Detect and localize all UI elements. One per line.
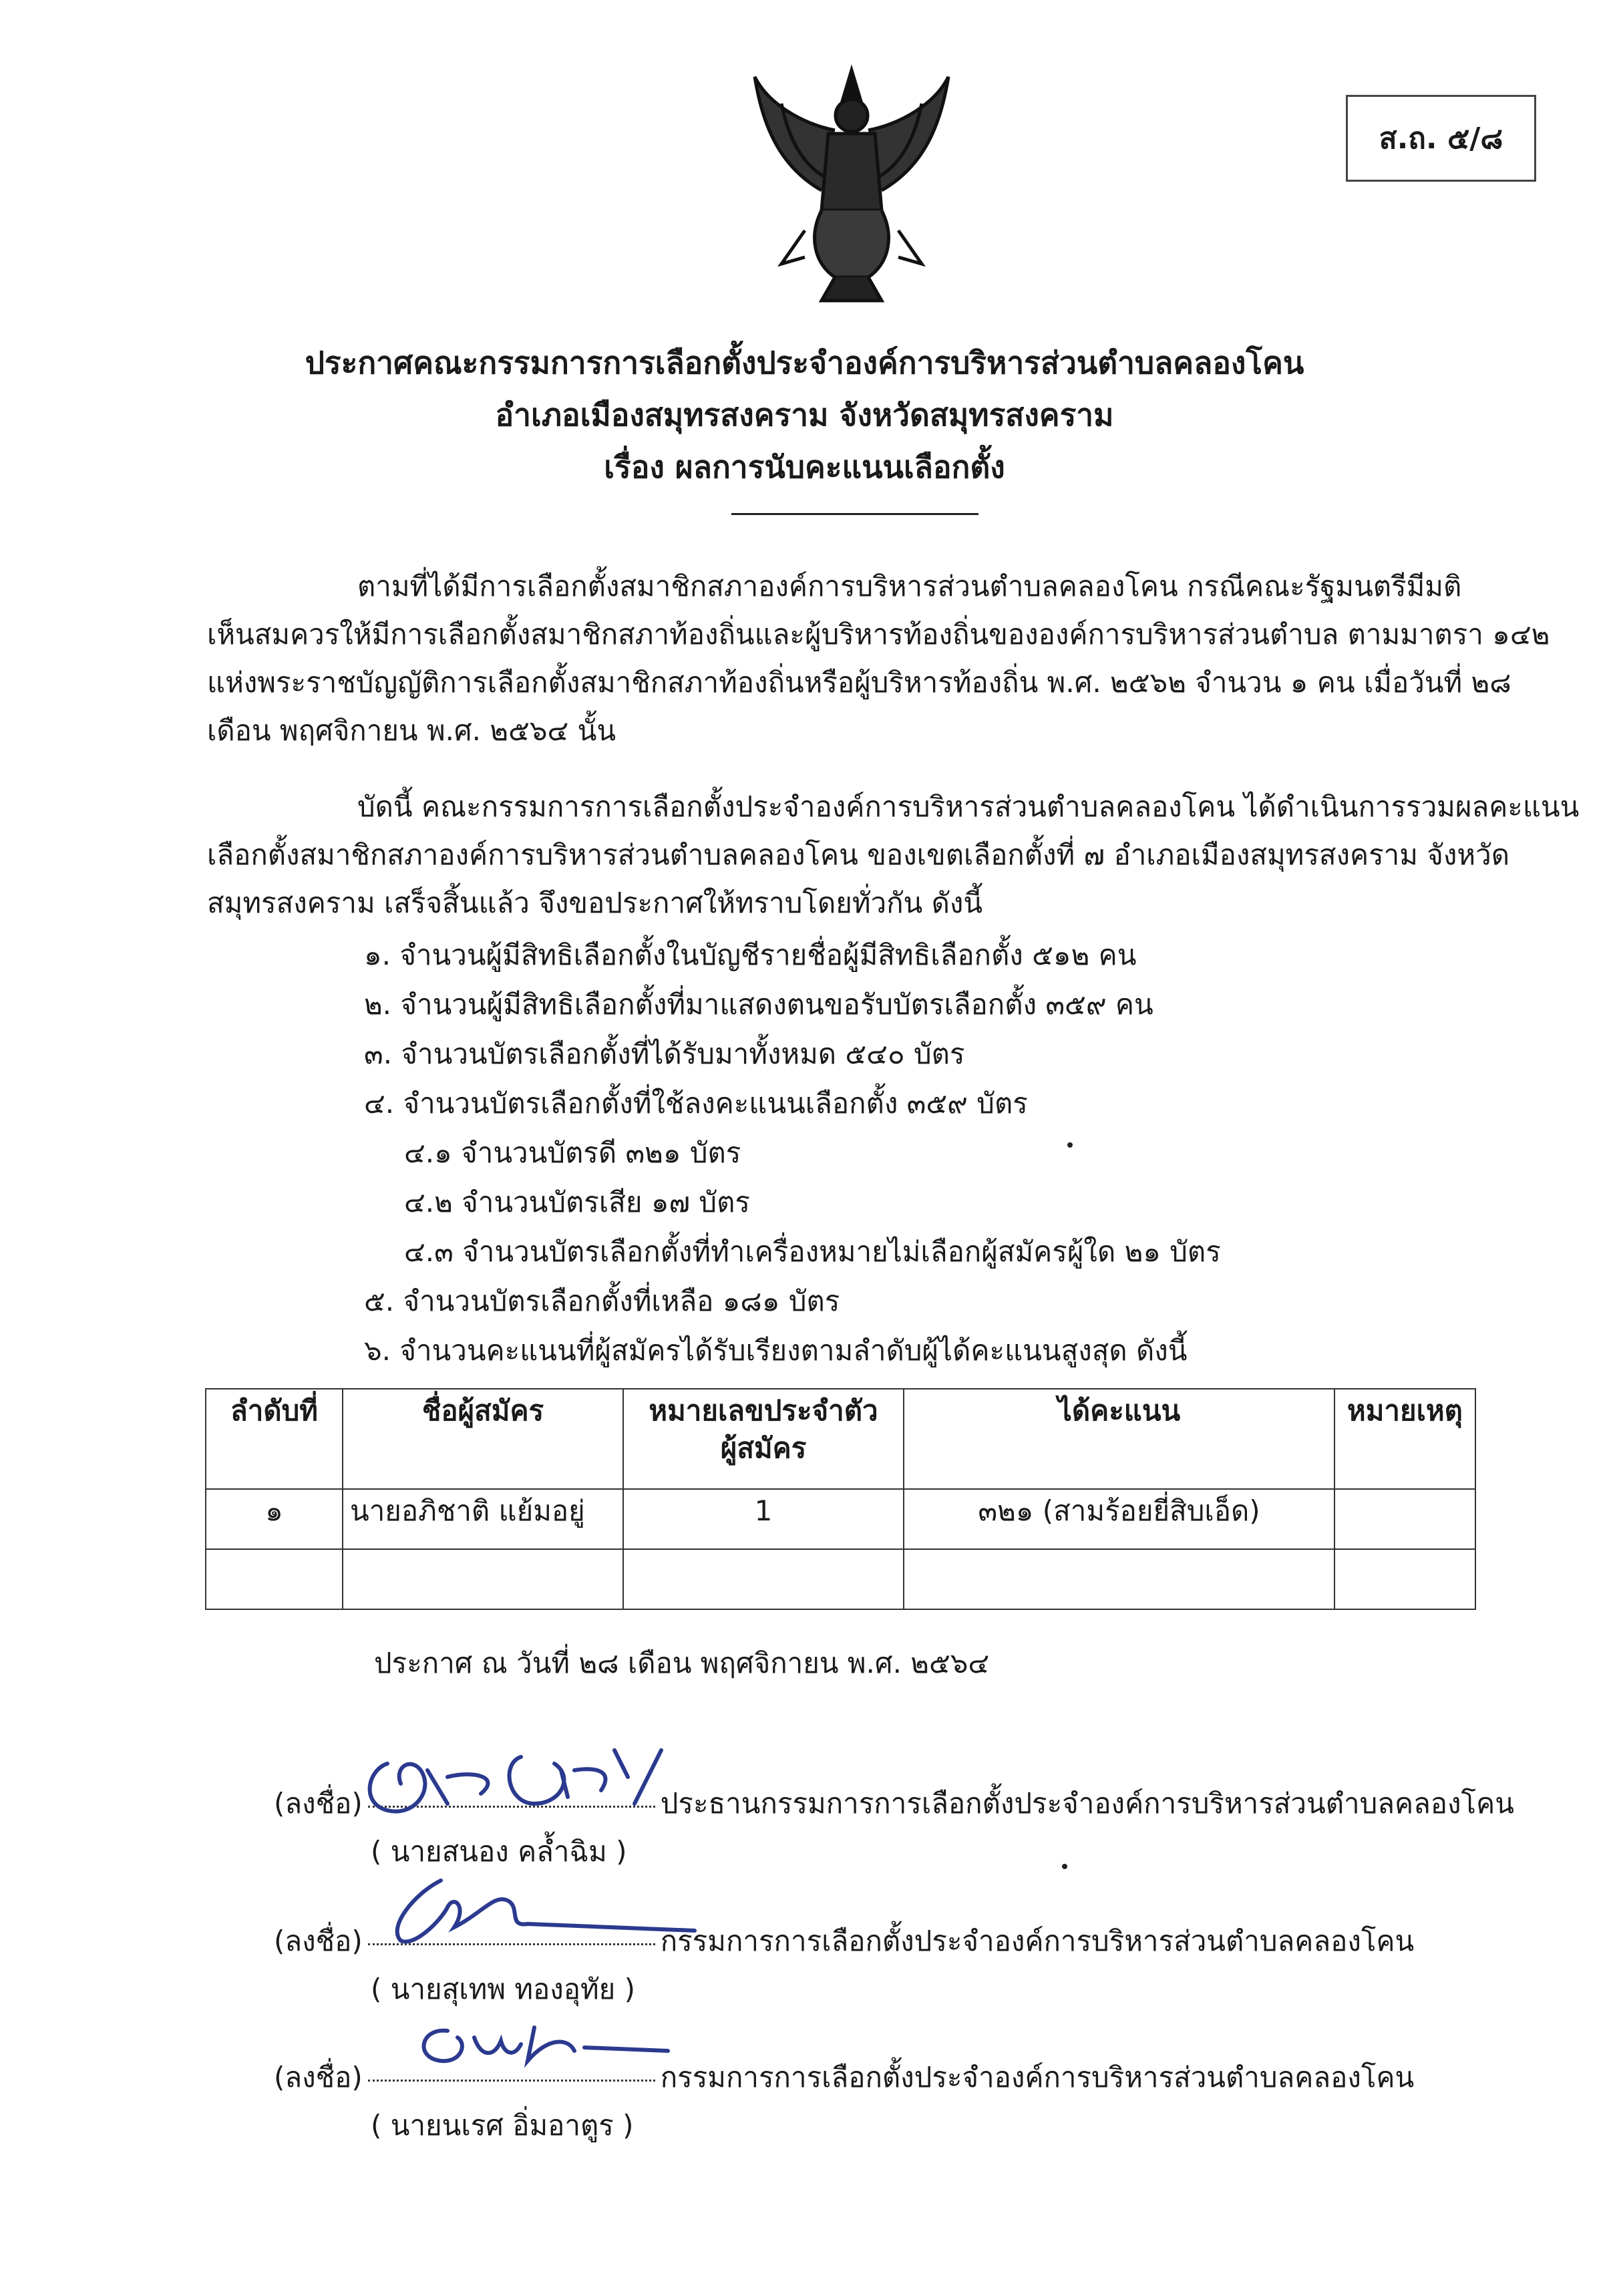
list-item: ๑. จำนวนผู้มีสิทธิเลือกตั้งในบัญชีรายชื่อผู้มีสิทธิเลือกตั้ง ๕๑๒ คน [364, 939, 1137, 971]
paragraph1-line: เดือน พฤศจิกายน พ.ศ. ๒๕๖๔ นั้น [207, 714, 616, 747]
list-item: ๖. จำนวนคะแนนที่ผู้สมัครได้รับเรียงตามลำดับผู้ได้คะแนนสูงสุด ดังนี้ [364, 1334, 1188, 1367]
paragraph1-line: แห่งพระราชบัญญัติการเลือกตั้งสมาชิกสภาท้องถิ่นหรือผู้บริหารท้องถิ่น พ.ศ. ๒๕๖๒ จำนวน ๑ คน เมื่อวันที่ ๒๘ [207, 666, 1511, 699]
signature-3-icon [401, 2011, 681, 2084]
list-subitem: ๔.๓ จำนวนบัตรเลือกตั้งที่ทำเครื่องหมายไม่เลือกผู้สมัครผู้ใด ๒๑ บัตร [404, 1235, 1221, 1268]
cell-candidate-number [623, 1549, 904, 1609]
list-item: ๕. จำนวนบัตรเลือกตั้งที่เหลือ ๑๘๑ บัตร [364, 1285, 840, 1317]
signature-label: (ลงชื่อ) [274, 1787, 363, 1820]
paragraph1-line: ตามที่ได้มีการเลือกตั้งสมาชิกสภาองค์การบริหารส่วนตำบลคลองโคน กรณีคณะรัฐมนตรีมีมติ [357, 570, 1462, 603]
list-item: ๔. จำนวนบัตรเลือกตั้งที่ใช้ลงคะแนนเลือกตั้ง ๓๕๙ บัตร [364, 1087, 1028, 1120]
title-divider [731, 513, 978, 515]
signature-label: (ลงชื่อ) [274, 2061, 363, 2094]
cell-remarks [1334, 1489, 1475, 1549]
table-row [206, 1549, 1475, 1609]
cell-votes: ๓๒๑ (สามร้อยยี่สิบเอ็ด) [904, 1489, 1334, 1549]
form-code-box [1346, 95, 1536, 182]
cell-votes [904, 1549, 1334, 1609]
header-votes: ได้คะแนน [904, 1389, 1334, 1489]
header-order: ลำดับที่ [206, 1389, 343, 1489]
signature-role: กรรมการการเลือกตั้งประจำองค์การบริหารส่วนตำบลคลองโคน [660, 1925, 1415, 1957]
paragraph1-line: เห็นสมควรให้มีการเลือกตั้งสมาชิกสภาท้องถิ่นและผู้บริหารท้องถิ่นขององค์การบริหารส่วนตำบล ตามมาตรา ๑๔๒ [207, 618, 1550, 651]
list-subitem: ๔.๑ จำนวนบัตรดี ๓๒๑ บัตร [404, 1136, 741, 1169]
cell-candidate-number: 1 [623, 1489, 904, 1549]
cell-candidate-name [343, 1549, 623, 1609]
title-line-3: เรื่อง ผลการนับคะแนนเลือกตั้ง [604, 449, 1005, 485]
list-item: ๓. จำนวนบัตรเลือกตั้งที่ได้รับมาทั้งหมด ๕๔๐ บัตร [364, 1037, 965, 1070]
cell-remarks [1334, 1549, 1475, 1609]
paragraph2-line: สมุทรสงคราม เสร็จสิ้นแล้ว จึงขอประกาศให้ทราบโดยทั่วกัน ดังนี้ [207, 886, 983, 919]
cell-order [206, 1549, 343, 1609]
header-candidate-number: หมายเลขประจำตัว ผู้สมัคร [623, 1389, 904, 1489]
signatory-name-2: ( นายสุเทพ ทองอุทัย ) [371, 1973, 636, 2005]
list-item: ๒. จำนวนผู้มีสิทธิเลือกตั้งที่มาแสดงตนขอรับบัตรเลือกตั้ง ๓๕๙ คน [364, 988, 1153, 1021]
signature-1-icon [347, 1730, 695, 1830]
speck [1067, 1142, 1073, 1148]
signatory-name-1: ( นายสนอง คล้ำฉิม ) [371, 1835, 627, 1868]
announce-date: ประกาศ ณ วันที่ ๒๘ เดือน พฤศจิกายน พ.ศ. ๒๕๖๔ [374, 1647, 990, 1679]
garuda-emblem-icon [741, 63, 962, 311]
paragraph2-line: บัดนี้ คณะกรรมการการเลือกตั้งประจำองค์การบริหารส่วนตำบลคลองโคน ได้ดำเนินการรวมผลคะแนน [357, 790, 1580, 823]
speck [1062, 1864, 1067, 1869]
cell-order: ๑ [206, 1489, 343, 1549]
form-code: ส.ถ. ๕/๘ [1379, 122, 1503, 156]
results-table [205, 1388, 1476, 1610]
signatory-name-3: ( นายนเรศ อิ่มอาตูร ) [371, 2109, 634, 2142]
table-row [206, 1489, 1475, 1549]
cell-candidate-name: นายอภิชาติ แย้มอยู่ [343, 1489, 623, 1549]
table-header-row [206, 1389, 1475, 1489]
signature-label: (ลงชื่อ) [274, 1925, 363, 1957]
header-remarks: หมายเหตุ [1334, 1389, 1475, 1489]
title-line-2: อำเภอเมืองสมุทรสงคราม จังหวัดสมุทรสงคราม [495, 397, 1114, 433]
signature-2-icon [361, 1867, 708, 1954]
signature-role: ประธานกรรมการการเลือกตั้งประจำองค์การบริหารส่วนตำบลคลองโคน [660, 1787, 1514, 1820]
paragraph2-line: เลือกตั้งสมาชิกสภาองค์การบริหารส่วนตำบลคลองโคน ของเขตเลือกตั้งที่ ๗ อำเภอเมืองสมุทรสงคราม จังหวัด [207, 838, 1509, 871]
header-candidate-name: ชื่อผู้สมัคร [343, 1389, 623, 1489]
title-line-1: ประกาศคณะกรรมการการเลือกตั้งประจำองค์การบริหารส่วนตำบลคลองโคน [305, 345, 1304, 381]
signature-role: กรรมการการเลือกตั้งประจำองค์การบริหารส่วนตำบลคลองโคน [660, 2061, 1415, 2094]
list-subitem: ๔.๒ จำนวนบัตรเสีย ๑๗ บัตร [404, 1186, 750, 1218]
